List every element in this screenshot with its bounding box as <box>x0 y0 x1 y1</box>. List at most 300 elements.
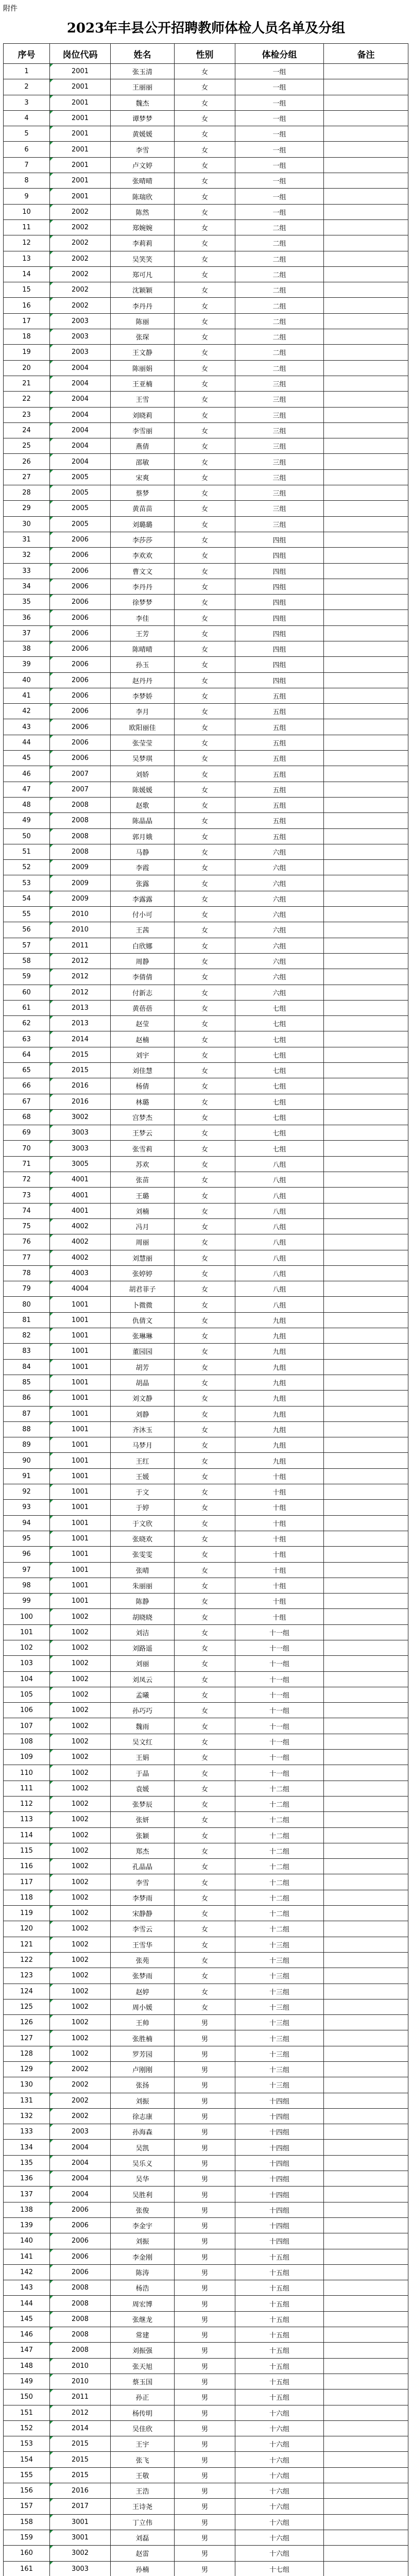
cell-gender: 女 <box>175 579 235 594</box>
table-row <box>4 2436 408 2452</box>
table-row <box>4 282 408 298</box>
column-header-exam-group: 体检分组 <box>235 44 324 64</box>
cell-index: 5 <box>4 126 50 142</box>
cell-gender: 女 <box>175 641 235 656</box>
cell-exam-group: 四组 <box>235 625 324 641</box>
table-row <box>4 1468 408 1484</box>
cell-exam-group: 八组 <box>235 1297 324 1312</box>
cell-index: 125 <box>4 1999 50 2014</box>
cell-exam-group: 七组 <box>235 1063 324 1078</box>
cell-gender: 女 <box>175 1906 235 1921</box>
cell-name: 燕倩 <box>111 438 175 454</box>
table-row <box>4 1812 408 1827</box>
cell-index: 159 <box>4 2530 50 2545</box>
cell-remarks <box>324 610 408 625</box>
cell-position-code: 2006 <box>50 657 111 672</box>
cell-index: 96 <box>4 1547 50 1562</box>
cell-position-code: 2008 <box>50 2343 111 2358</box>
cell-remarks <box>324 1547 408 1562</box>
cell-exam-group: 十六组 <box>235 2467 324 2483</box>
cell-position-code: 2002 <box>50 235 111 251</box>
cell-name: 陈丽娟 <box>111 360 175 376</box>
cell-position-code: 2015 <box>50 1063 111 1078</box>
cell-gender: 女 <box>175 563 235 579</box>
cell-remarks <box>324 1859 408 1874</box>
cell-exam-group: 五组 <box>235 735 324 750</box>
cell-name: 张雪莉 <box>111 1141 175 1156</box>
table-row <box>4 501 408 516</box>
cell-remarks <box>324 2296 408 2311</box>
table-row <box>4 126 408 142</box>
cell-remarks <box>324 1812 408 1827</box>
cell-remarks <box>324 1188 408 1203</box>
table-row <box>4 173 408 189</box>
table-row <box>4 1359 408 1375</box>
cell-index: 4 <box>4 110 50 126</box>
table-header-row <box>4 44 408 64</box>
cell-name: 苏欢 <box>111 1156 175 1172</box>
cell-index: 18 <box>4 329 50 345</box>
table-row <box>4 2467 408 2483</box>
cell-index: 8 <box>4 173 50 189</box>
cell-remarks <box>324 1750 408 1765</box>
cell-gender: 女 <box>175 1859 235 1874</box>
cell-position-code: 1002 <box>50 1859 111 1874</box>
cell-index: 28 <box>4 485 50 501</box>
cell-gender: 女 <box>175 532 235 547</box>
cell-name: 张飞 <box>111 2452 175 2467</box>
table-row <box>4 625 408 641</box>
table-row <box>4 95 408 110</box>
cell-name: 周静 <box>111 953 175 969</box>
table-row <box>4 110 408 126</box>
cell-position-code: 2009 <box>50 860 111 875</box>
cell-gender: 女 <box>175 251 235 266</box>
table-row <box>4 2311 408 2327</box>
cell-remarks <box>324 1640 408 1655</box>
cell-name: 黄蓓蓓 <box>111 1000 175 1015</box>
cell-position-code: 1002 <box>50 1921 111 1937</box>
cell-name: 王丽丽 <box>111 79 175 95</box>
cell-index: 151 <box>4 2405 50 2420</box>
cell-exam-group: 十二组 <box>235 1890 324 1905</box>
cell-remarks <box>324 2436 408 2452</box>
cell-name: 罗芳园 <box>111 2046 175 2061</box>
cell-index: 10 <box>4 204 50 219</box>
cell-gender: 女 <box>175 1453 235 1468</box>
cell-exam-group: 五组 <box>235 719 324 735</box>
cell-index: 73 <box>4 1188 50 1203</box>
cell-position-code: 4001 <box>50 1188 111 1203</box>
cell-exam-group: 一组 <box>235 95 324 110</box>
cell-index: 26 <box>4 454 50 469</box>
cell-index: 31 <box>4 532 50 547</box>
cell-name: 王宇 <box>111 2436 175 2452</box>
cell-exam-group: 四组 <box>235 672 324 688</box>
cell-index: 83 <box>4 1344 50 1359</box>
cell-exam-group: 十六组 <box>235 2436 324 2452</box>
table-row <box>4 2296 408 2311</box>
table-row <box>4 719 408 735</box>
cell-remarks <box>324 516 408 532</box>
table-row <box>4 2140 408 2155</box>
cell-exam-group: 二组 <box>235 360 324 376</box>
cell-exam-group: 十六组 <box>235 2452 324 2467</box>
table-row <box>4 2280 408 2296</box>
cell-exam-group: 十三组 <box>235 1984 324 1999</box>
cell-exam-group: 八组 <box>235 1234 324 1250</box>
cell-remarks <box>324 422 408 438</box>
cell-gender: 男 <box>175 2249 235 2264</box>
cell-name: 李梦娇 <box>111 688 175 703</box>
cell-remarks <box>324 2030 408 2046</box>
cell-index: 53 <box>4 875 50 891</box>
cell-position-code: 1001 <box>50 1594 111 1609</box>
cell-name: 赵歌 <box>111 797 175 812</box>
cell-position-code: 2002 <box>50 266 111 282</box>
cell-exam-group: 十四组 <box>235 2093 324 2108</box>
cell-exam-group: 十二组 <box>235 1827 324 1843</box>
table-row <box>4 1718 408 1734</box>
cell-remarks <box>324 1125 408 1141</box>
cell-gender: 女 <box>175 891 235 906</box>
cell-exam-group: 十六组 <box>235 2514 324 2530</box>
cell-name: 刘文静 <box>111 1391 175 1406</box>
cell-index: 143 <box>4 2280 50 2296</box>
cell-index: 130 <box>4 2077 50 2093</box>
cell-remarks <box>324 922 408 938</box>
cell-position-code: 2016 <box>50 1094 111 1109</box>
cell-index: 156 <box>4 2483 50 2499</box>
cell-index: 140 <box>4 2233 50 2249</box>
cell-remarks <box>324 1437 408 1453</box>
cell-exam-group: 十组 <box>235 1609 324 1624</box>
cell-exam-group: 十四组 <box>235 2233 324 2249</box>
table-row <box>4 64 408 79</box>
cell-exam-group: 六组 <box>235 844 324 859</box>
cell-remarks <box>324 548 408 563</box>
cell-index: 21 <box>4 376 50 391</box>
cell-index: 37 <box>4 625 50 641</box>
cell-exam-group: 一组 <box>235 126 324 142</box>
cell-gender: 女 <box>175 938 235 953</box>
cell-gender: 男 <box>175 2140 235 2155</box>
cell-exam-group: 十一组 <box>235 1750 324 1765</box>
cell-position-code: 3001 <box>50 2514 111 2530</box>
cell-remarks <box>324 2202 408 2217</box>
cell-index: 76 <box>4 1234 50 1250</box>
cell-name: 常建 <box>111 2327 175 2343</box>
cell-gender: 女 <box>175 875 235 891</box>
cell-name: 李霞 <box>111 860 175 875</box>
cell-remarks <box>324 688 408 703</box>
cell-position-code: 2008 <box>50 828 111 844</box>
cell-position-code: 3003 <box>50 1125 111 1141</box>
table-row <box>4 704 408 719</box>
cell-index: 147 <box>4 2343 50 2358</box>
cell-name: 孙玉 <box>111 657 175 672</box>
table-row <box>4 1952 408 1968</box>
cell-remarks <box>324 2420 408 2436</box>
cell-position-code: 1002 <box>50 1624 111 1640</box>
cell-exam-group: 十三组 <box>235 1999 324 2014</box>
cell-remarks <box>324 329 408 345</box>
cell-remarks <box>324 860 408 875</box>
cell-exam-group: 三组 <box>235 422 324 438</box>
cell-exam-group: 十一组 <box>235 1656 324 1671</box>
cell-position-code: 1001 <box>50 1484 111 1500</box>
cell-gender: 男 <box>175 2233 235 2249</box>
cell-exam-group: 四组 <box>235 610 324 625</box>
cell-name: 刘楠 <box>111 1203 175 1218</box>
cell-remarks <box>324 891 408 906</box>
cell-position-code: 1002 <box>50 2015 111 2030</box>
cell-gender: 女 <box>175 1063 235 1078</box>
cell-name: 宋静静 <box>111 1906 175 1921</box>
cell-gender: 女 <box>175 1203 235 1218</box>
cell-remarks <box>324 1312 408 1328</box>
cell-name: 李露露 <box>111 891 175 906</box>
table-row <box>4 2389 408 2405</box>
cell-index: 78 <box>4 1265 50 1281</box>
cell-gender: 女 <box>175 1531 235 1546</box>
table-row <box>4 2405 408 2420</box>
cell-remarks <box>324 64 408 79</box>
cell-position-code: 1002 <box>50 1609 111 1624</box>
cell-index: 66 <box>4 1078 50 1094</box>
cell-index: 20 <box>4 360 50 376</box>
cell-name: 陈然 <box>111 204 175 219</box>
cell-exam-group: 十一组 <box>235 1734 324 1749</box>
cell-name: 张露 <box>111 875 175 891</box>
cell-name: 周小媛 <box>111 1999 175 2014</box>
cell-position-code: 2005 <box>50 501 111 516</box>
cell-remarks <box>324 1984 408 1999</box>
cell-index: 2 <box>4 79 50 95</box>
table-row <box>4 329 408 345</box>
cell-remarks <box>324 1406 408 1421</box>
cell-gender: 女 <box>175 407 235 422</box>
table-row <box>4 2452 408 2467</box>
cell-index: 3 <box>4 95 50 110</box>
cell-remarks <box>324 1484 408 1500</box>
cell-remarks <box>324 1078 408 1094</box>
cell-name: 张梦辰 <box>111 1796 175 1811</box>
cell-index: 47 <box>4 782 50 797</box>
cell-gender: 女 <box>175 985 235 1000</box>
cell-name: 王茜 <box>111 922 175 938</box>
cell-position-code: 1001 <box>50 1500 111 1515</box>
cell-index: 149 <box>4 2374 50 2389</box>
cell-exam-group: 十六组 <box>235 2405 324 2420</box>
exam-roster-table <box>3 43 408 2576</box>
cell-gender: 女 <box>175 79 235 95</box>
cell-position-code: 1001 <box>50 1421 111 1437</box>
cell-remarks <box>324 1796 408 1811</box>
cell-position-code: 2006 <box>50 2217 111 2233</box>
cell-index: 72 <box>4 1172 50 1188</box>
table-row <box>4 1188 408 1203</box>
cell-gender: 女 <box>175 1796 235 1811</box>
cell-exam-group: 六组 <box>235 907 324 922</box>
cell-index: 62 <box>4 1016 50 1031</box>
cell-remarks <box>324 2311 408 2327</box>
cell-exam-group: 一组 <box>235 142 324 157</box>
table-row <box>4 2233 408 2249</box>
cell-remarks <box>324 938 408 953</box>
table-row <box>4 1375 408 1390</box>
table-row <box>4 548 408 563</box>
cell-gender: 女 <box>175 1624 235 1640</box>
table-row <box>4 1172 408 1188</box>
cell-index: 52 <box>4 860 50 875</box>
table-row <box>4 1843 408 1858</box>
table-row <box>4 1218 408 1234</box>
cell-remarks <box>324 2187 408 2202</box>
cell-position-code: 2006 <box>50 595 111 610</box>
cell-remarks <box>324 266 408 282</box>
cell-name: 黄苗苗 <box>111 501 175 516</box>
cell-index: 124 <box>4 1984 50 1999</box>
table-row <box>4 1562 408 1578</box>
cell-gender: 女 <box>175 1734 235 1749</box>
cell-exam-group: 十一组 <box>235 1703 324 1718</box>
cell-name: 陈媛媛 <box>111 782 175 797</box>
cell-exam-group: 六组 <box>235 953 324 969</box>
cell-exam-group: 十一组 <box>235 1671 324 1687</box>
cell-index: 14 <box>4 266 50 282</box>
cell-index: 41 <box>4 688 50 703</box>
cell-remarks <box>324 1468 408 1484</box>
cell-exam-group: 十五组 <box>235 2280 324 2296</box>
cell-name: 郭月娥 <box>111 828 175 844</box>
table-row <box>4 422 408 438</box>
cell-name: 刘丽 <box>111 1656 175 1671</box>
cell-position-code: 1002 <box>50 1687 111 1702</box>
cell-gender: 女 <box>175 548 235 563</box>
cell-gender: 女 <box>175 1968 235 1984</box>
cell-position-code: 4001 <box>50 1172 111 1188</box>
cell-gender: 女 <box>175 844 235 859</box>
cell-remarks <box>324 1063 408 1078</box>
cell-remarks <box>324 1421 408 1437</box>
cell-name: 张琛 <box>111 329 175 345</box>
cell-name: 朱丽丽 <box>111 1578 175 1593</box>
table-row <box>4 1016 408 1031</box>
table-row <box>4 860 408 875</box>
cell-name: 吴华 <box>111 2171 175 2187</box>
table-row <box>4 1406 408 1421</box>
cell-gender: 男 <box>175 2124 235 2140</box>
cell-gender: 男 <box>175 2311 235 2327</box>
cell-exam-group: 十三组 <box>235 2077 324 2093</box>
cell-gender: 女 <box>175 1297 235 1312</box>
cell-gender: 男 <box>175 2343 235 2358</box>
cell-name: 卢刚刚 <box>111 2062 175 2077</box>
cell-remarks <box>324 1999 408 2014</box>
cell-index: 103 <box>4 1656 50 1671</box>
cell-position-code: 2006 <box>50 532 111 547</box>
cell-position-code: 1001 <box>50 1359 111 1375</box>
cell-exam-group: 十五组 <box>235 2296 324 2311</box>
cell-index: 127 <box>4 2030 50 2046</box>
cell-index: 113 <box>4 1812 50 1827</box>
cell-gender: 女 <box>175 1671 235 1687</box>
cell-position-code: 2006 <box>50 2249 111 2264</box>
cell-name: 宋爽 <box>111 469 175 485</box>
cell-position-code: 2001 <box>50 157 111 173</box>
cell-index: 152 <box>4 2420 50 2436</box>
cell-index: 81 <box>4 1312 50 1328</box>
cell-exam-group: 十三组 <box>235 1952 324 1968</box>
table-row <box>4 204 408 219</box>
cell-gender: 女 <box>175 126 235 142</box>
cell-position-code: 2006 <box>50 688 111 703</box>
cell-position-code: 2003 <box>50 329 111 345</box>
cell-gender: 男 <box>175 2015 235 2030</box>
cell-name: 孙巧巧 <box>111 1703 175 1718</box>
cell-name: 卢文婷 <box>111 157 175 173</box>
cell-gender: 女 <box>175 219 235 235</box>
column-header-index: 序号 <box>4 44 50 64</box>
cell-name: 王敬 <box>111 2467 175 2483</box>
cell-name: 宫梦杰 <box>111 1109 175 1125</box>
cell-position-code: 1001 <box>50 1437 111 1453</box>
cell-name: 刘路遥 <box>111 1640 175 1655</box>
cell-name: 赵雷 <box>111 2546 175 2561</box>
cell-index: 80 <box>4 1297 50 1312</box>
cell-gender: 女 <box>175 1718 235 1734</box>
table-row <box>4 1906 408 1921</box>
cell-position-code: 2001 <box>50 95 111 110</box>
cell-position-code: 2007 <box>50 766 111 782</box>
cell-name: 丁立伟 <box>111 2514 175 2530</box>
cell-position-code: 2006 <box>50 735 111 750</box>
cell-gender: 女 <box>175 797 235 812</box>
cell-position-code: 1002 <box>50 1718 111 1734</box>
cell-exam-group: 十四组 <box>235 2140 324 2155</box>
cell-name: 吴文红 <box>111 1734 175 1749</box>
cell-gender: 女 <box>175 1515 235 1531</box>
cell-index: 121 <box>4 1937 50 1952</box>
cell-gender: 女 <box>175 298 235 313</box>
cell-remarks <box>324 953 408 969</box>
cell-name: 李丹丹 <box>111 579 175 594</box>
cell-gender: 男 <box>175 2046 235 2061</box>
cell-remarks <box>324 2077 408 2093</box>
cell-remarks <box>324 1594 408 1609</box>
cell-remarks <box>324 376 408 391</box>
cell-gender: 女 <box>175 1156 235 1172</box>
cell-remarks <box>324 719 408 735</box>
table-row <box>4 1000 408 1015</box>
cell-index: 46 <box>4 766 50 782</box>
cell-name: 陈丽 <box>111 313 175 329</box>
cell-gender: 女 <box>175 1344 235 1359</box>
table-row <box>4 345 408 360</box>
table-row <box>4 1796 408 1811</box>
cell-remarks <box>324 2389 408 2405</box>
cell-index: 71 <box>4 1156 50 1172</box>
cell-name: 李金宇 <box>111 2217 175 2233</box>
cell-exam-group: 十五组 <box>235 2358 324 2374</box>
cell-index: 89 <box>4 1437 50 1453</box>
table-row <box>4 1594 408 1609</box>
cell-name: 李雪云 <box>111 1921 175 1937</box>
table-row <box>4 1624 408 1640</box>
cell-remarks <box>324 1453 408 1468</box>
cell-gender: 女 <box>175 345 235 360</box>
